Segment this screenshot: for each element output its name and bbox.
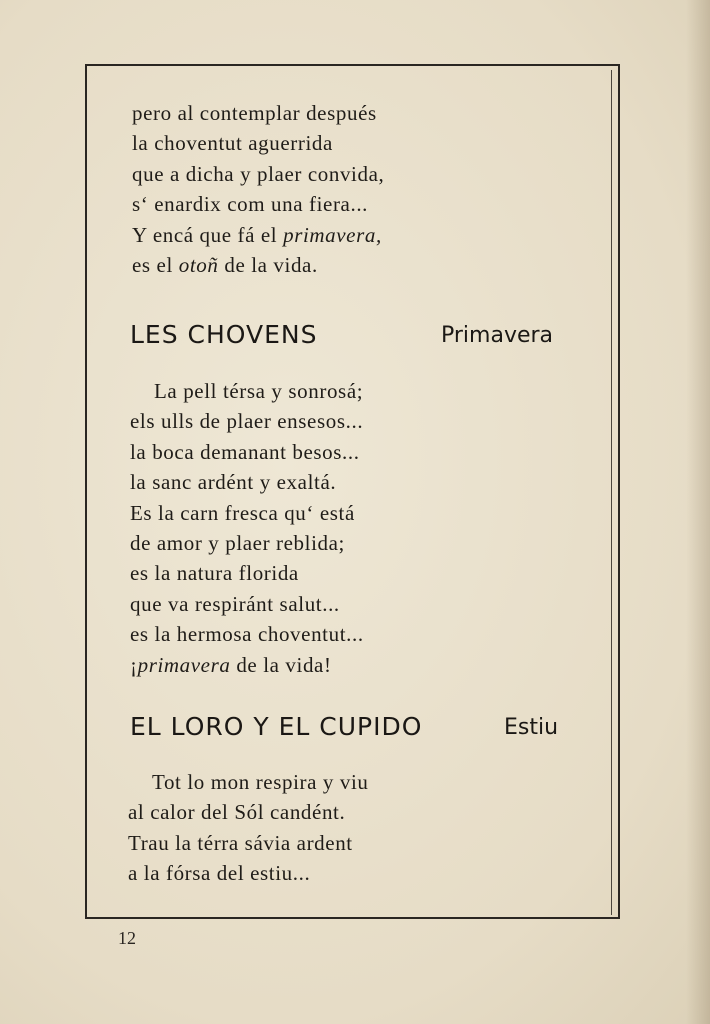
poem-intro-stanza (132, 98, 384, 280)
spine-shadow (686, 0, 710, 1024)
page-border-inner-line (611, 70, 612, 915)
section1-stanza (130, 376, 364, 680)
verse-line: Es la carn fresca qu‘ está (130, 500, 355, 525)
verse-line (132, 220, 384, 250)
verse-line: es la natura florida (130, 561, 299, 586)
verse-line: que a dicha y plaer convida, (132, 161, 385, 186)
verse-italic: primavera (137, 652, 231, 677)
verse-line: la sanc ardént y exaltá. (130, 470, 337, 495)
verse-text: de la vida. (218, 253, 318, 278)
verse-text: Y encá que fá el (132, 222, 284, 247)
verse-line: La pell térsa y sonrosá; (154, 379, 364, 403)
section-season: Primavera (441, 323, 554, 348)
page-number: 12 (118, 928, 136, 948)
verse-line: pero al contemplar después (132, 101, 377, 125)
verse-line: a la fórsa del estiu... (128, 861, 311, 886)
verse-line: es la hermosa choventut... (130, 622, 364, 647)
verse-line: Trau la térra sávia ardent (128, 830, 353, 855)
section-title: LES CHOVENS (130, 320, 318, 349)
section2-stanza (128, 767, 368, 889)
verse-line: s‘ enardix com una fiera... (132, 192, 369, 217)
verse-line: la boca demanant besos... (130, 439, 360, 464)
verse-text: es el (132, 253, 179, 278)
verse-line (132, 250, 384, 280)
verse-line: de amor y plaer reblida; (130, 531, 345, 556)
section-season: Estiu (504, 715, 559, 740)
verse-italic: primavera, (283, 222, 382, 247)
verse-line: que va respiránt salut... (130, 591, 340, 616)
section-title: EL LORO Y EL CUPIDO (130, 712, 423, 741)
verse-line: la choventut aguerrida (132, 131, 333, 156)
verse-text: de la vida! (230, 652, 332, 677)
verse-text: ¡ (130, 652, 138, 677)
verse-line: Tot lo mon respira y viu (152, 770, 369, 794)
verse-italic: otoñ (178, 253, 219, 278)
verse-line (130, 650, 364, 680)
verse-line: els ulls de plaer ensesos... (130, 409, 364, 434)
verse-line: al calor del Sól candént. (128, 800, 346, 825)
